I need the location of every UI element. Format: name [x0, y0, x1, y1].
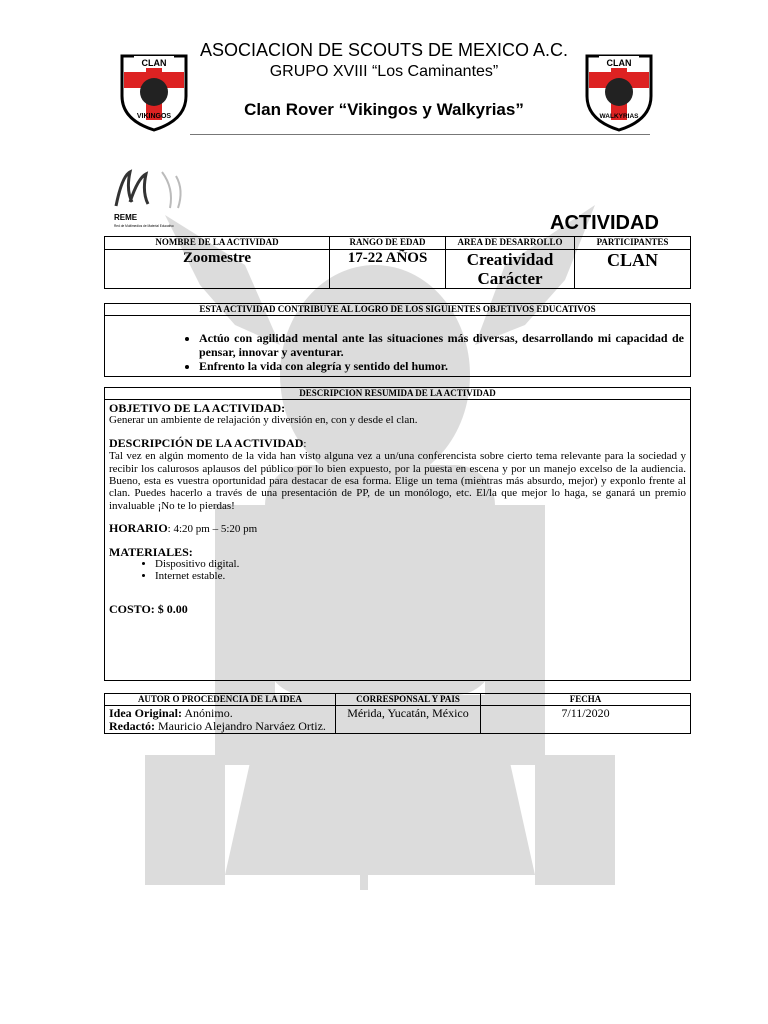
page-title: ACTIVIDAD [550, 212, 659, 234]
cost-label: COSTO: $ 0.00 [109, 601, 188, 616]
header-date: FECHA [481, 694, 691, 706]
crest-right-top: CLAN [606, 58, 632, 68]
schedule-label: HORARIO [109, 521, 168, 536]
clan-title [150, 100, 618, 120]
org-title: ASOCIACION DE SCOUTS DE MEXICO A.C. [199, 40, 569, 60]
description-box: DESCRIPCION RESUMIDA DE LA ACTIVIDAD OBJETIVO DE LA ACTIVIDAD: Generar un ambiente de relajación y diversión en, con y desde el clan. DESCRIPCIÓN DE LA ACTIVIDAD: Tal vez en algún momento de la vida han visto alguna vez a un/una conferencista sobre cierto tema relevante para la sociedad y recibir los calurosos aplausos del público por lo bien expuesto, por la puesta en escena y por un manejo excelso de la audiencia. Bueno, esta es vuestra oportunidad para destacar de esa forma. Elige un tema (mientras más absurdo, mejor) y exponlo frente al clan. Puedes hacerlo a través de una presentación de PP, de un monólogo, etc. El/la que mejor lo haga, se ganará un premio invaluable ¡No te lo pierdas! HORARIO: 4:20 pm – 5:20 pm MATERIALES: • Dispositivo digital. • Internet estable. COSTO: $ 0.00 [104, 387, 691, 681]
description-header: DESCRIPCION RESUMIDA DE LA ACTIVIDAD [105, 388, 690, 400]
activity-info-table [104, 236, 691, 289]
reme-logo-subtitle: Red de Multimedios de Material Educativo [114, 224, 174, 228]
clan-prefix: Clan Rover “ [244, 100, 348, 119]
header-activity-name: NOMBRE DE LA ACTIVIDAD [105, 237, 330, 250]
schedule-text: 4:20 pm – 5:20 pm [173, 523, 258, 536]
editor-label: Redactó: [109, 719, 155, 733]
description-text: Tal vez en algún momento de la vida han visto alguna vez a un/una conferencista sobre cierto tema relevante para la sociedad y recibir los calurosos aplausos del público por lo bien expuesto, por la puesta en escena y por un manejo excelso de la audiencia. Bueno, esta es vuestra oportunidad para destacar de esa forma. Elige un tema (mientras más absurdo, mejor) y exponlo frente al clan. Puedes hacerlo a través de una presentación de PP, de un monólogo, etc. El/la que mejor lo haga, se ganará un premio invaluable ¡No te lo pierdas! [109, 450, 686, 512]
age-range: 17-22 AÑOS [330, 250, 446, 289]
editor-value: Mauricio Alejandro Narváez Ortiz. [157, 719, 326, 733]
objectives-list [199, 331, 684, 373]
location: Mérida, Yucatán, México [336, 706, 481, 734]
materials-label: MATERIALES: [109, 544, 193, 559]
objectives-box [104, 303, 691, 377]
area-character: Carácter [477, 269, 543, 288]
material-item-1: • Dispositivo digital. [155, 558, 686, 570]
header-correspondent: CORRESPONSAL Y PAIS [336, 694, 481, 706]
objective-item-1: • Actúo con agilidad mental ante las situaciones más diversas, desarrollando mi capacidad de pensar, innovar y aventurar. [199, 331, 684, 359]
header-divider [190, 134, 650, 135]
header-author: AUTOR O PROCEDENCIA DE LA IDEA [105, 694, 336, 706]
clan-name: Vikingos y Walkyrias [347, 100, 516, 119]
crest-left-top: CLAN [141, 58, 167, 68]
header-age-range: RANGO DE EDAD [330, 237, 446, 250]
objective-label: OBJETIVO DE LA ACTIVIDAD: [109, 401, 286, 415]
vikingos-crest-icon [118, 52, 190, 132]
material-item-2: • Internet estable. [155, 570, 686, 582]
group-title: GRUPO XVIII “Los Caminantes” [269, 63, 499, 80]
objective-text: Generar un ambiente de relajación y diversión en, con y desde el clan. [109, 414, 418, 427]
description-label: DESCRIPCIÓN DE LA ACTIVIDAD [109, 435, 304, 450]
header-participants: PARTICIPANTES [575, 237, 691, 250]
author-cell [105, 706, 336, 734]
reme-logo-text: REME [114, 213, 138, 222]
development-area [446, 250, 575, 289]
participants: CLAN [575, 250, 691, 289]
author-table [104, 693, 691, 734]
objectives-header: ESTA ACTIVIDAD CONTRIBUYE AL LOGRO DE LOS SIGUIENTES OBJETIVOS EDUCATIVOS [105, 304, 690, 316]
crest-right-bottom: WALKYRIAS [599, 113, 639, 120]
reme-logo [112, 168, 232, 230]
objective-item-2: • Enfrento la vida con alegría y sentido del humor. [199, 359, 684, 373]
header-development-area: AREA DE DESARROLLO [446, 237, 575, 250]
activity-name: Zoomestre [105, 250, 330, 289]
date: 7/11/2020 [481, 706, 691, 734]
materials-list [109, 558, 686, 583]
walkyrias-crest-icon [583, 52, 655, 132]
idea-label: Idea Original: [109, 706, 183, 720]
area-creativity: Creatividad [466, 250, 554, 269]
crest-left-bottom: VIKINGOS [136, 113, 172, 120]
idea-value: Anónimo. [184, 706, 233, 720]
clan-suffix: ” [515, 100, 524, 119]
